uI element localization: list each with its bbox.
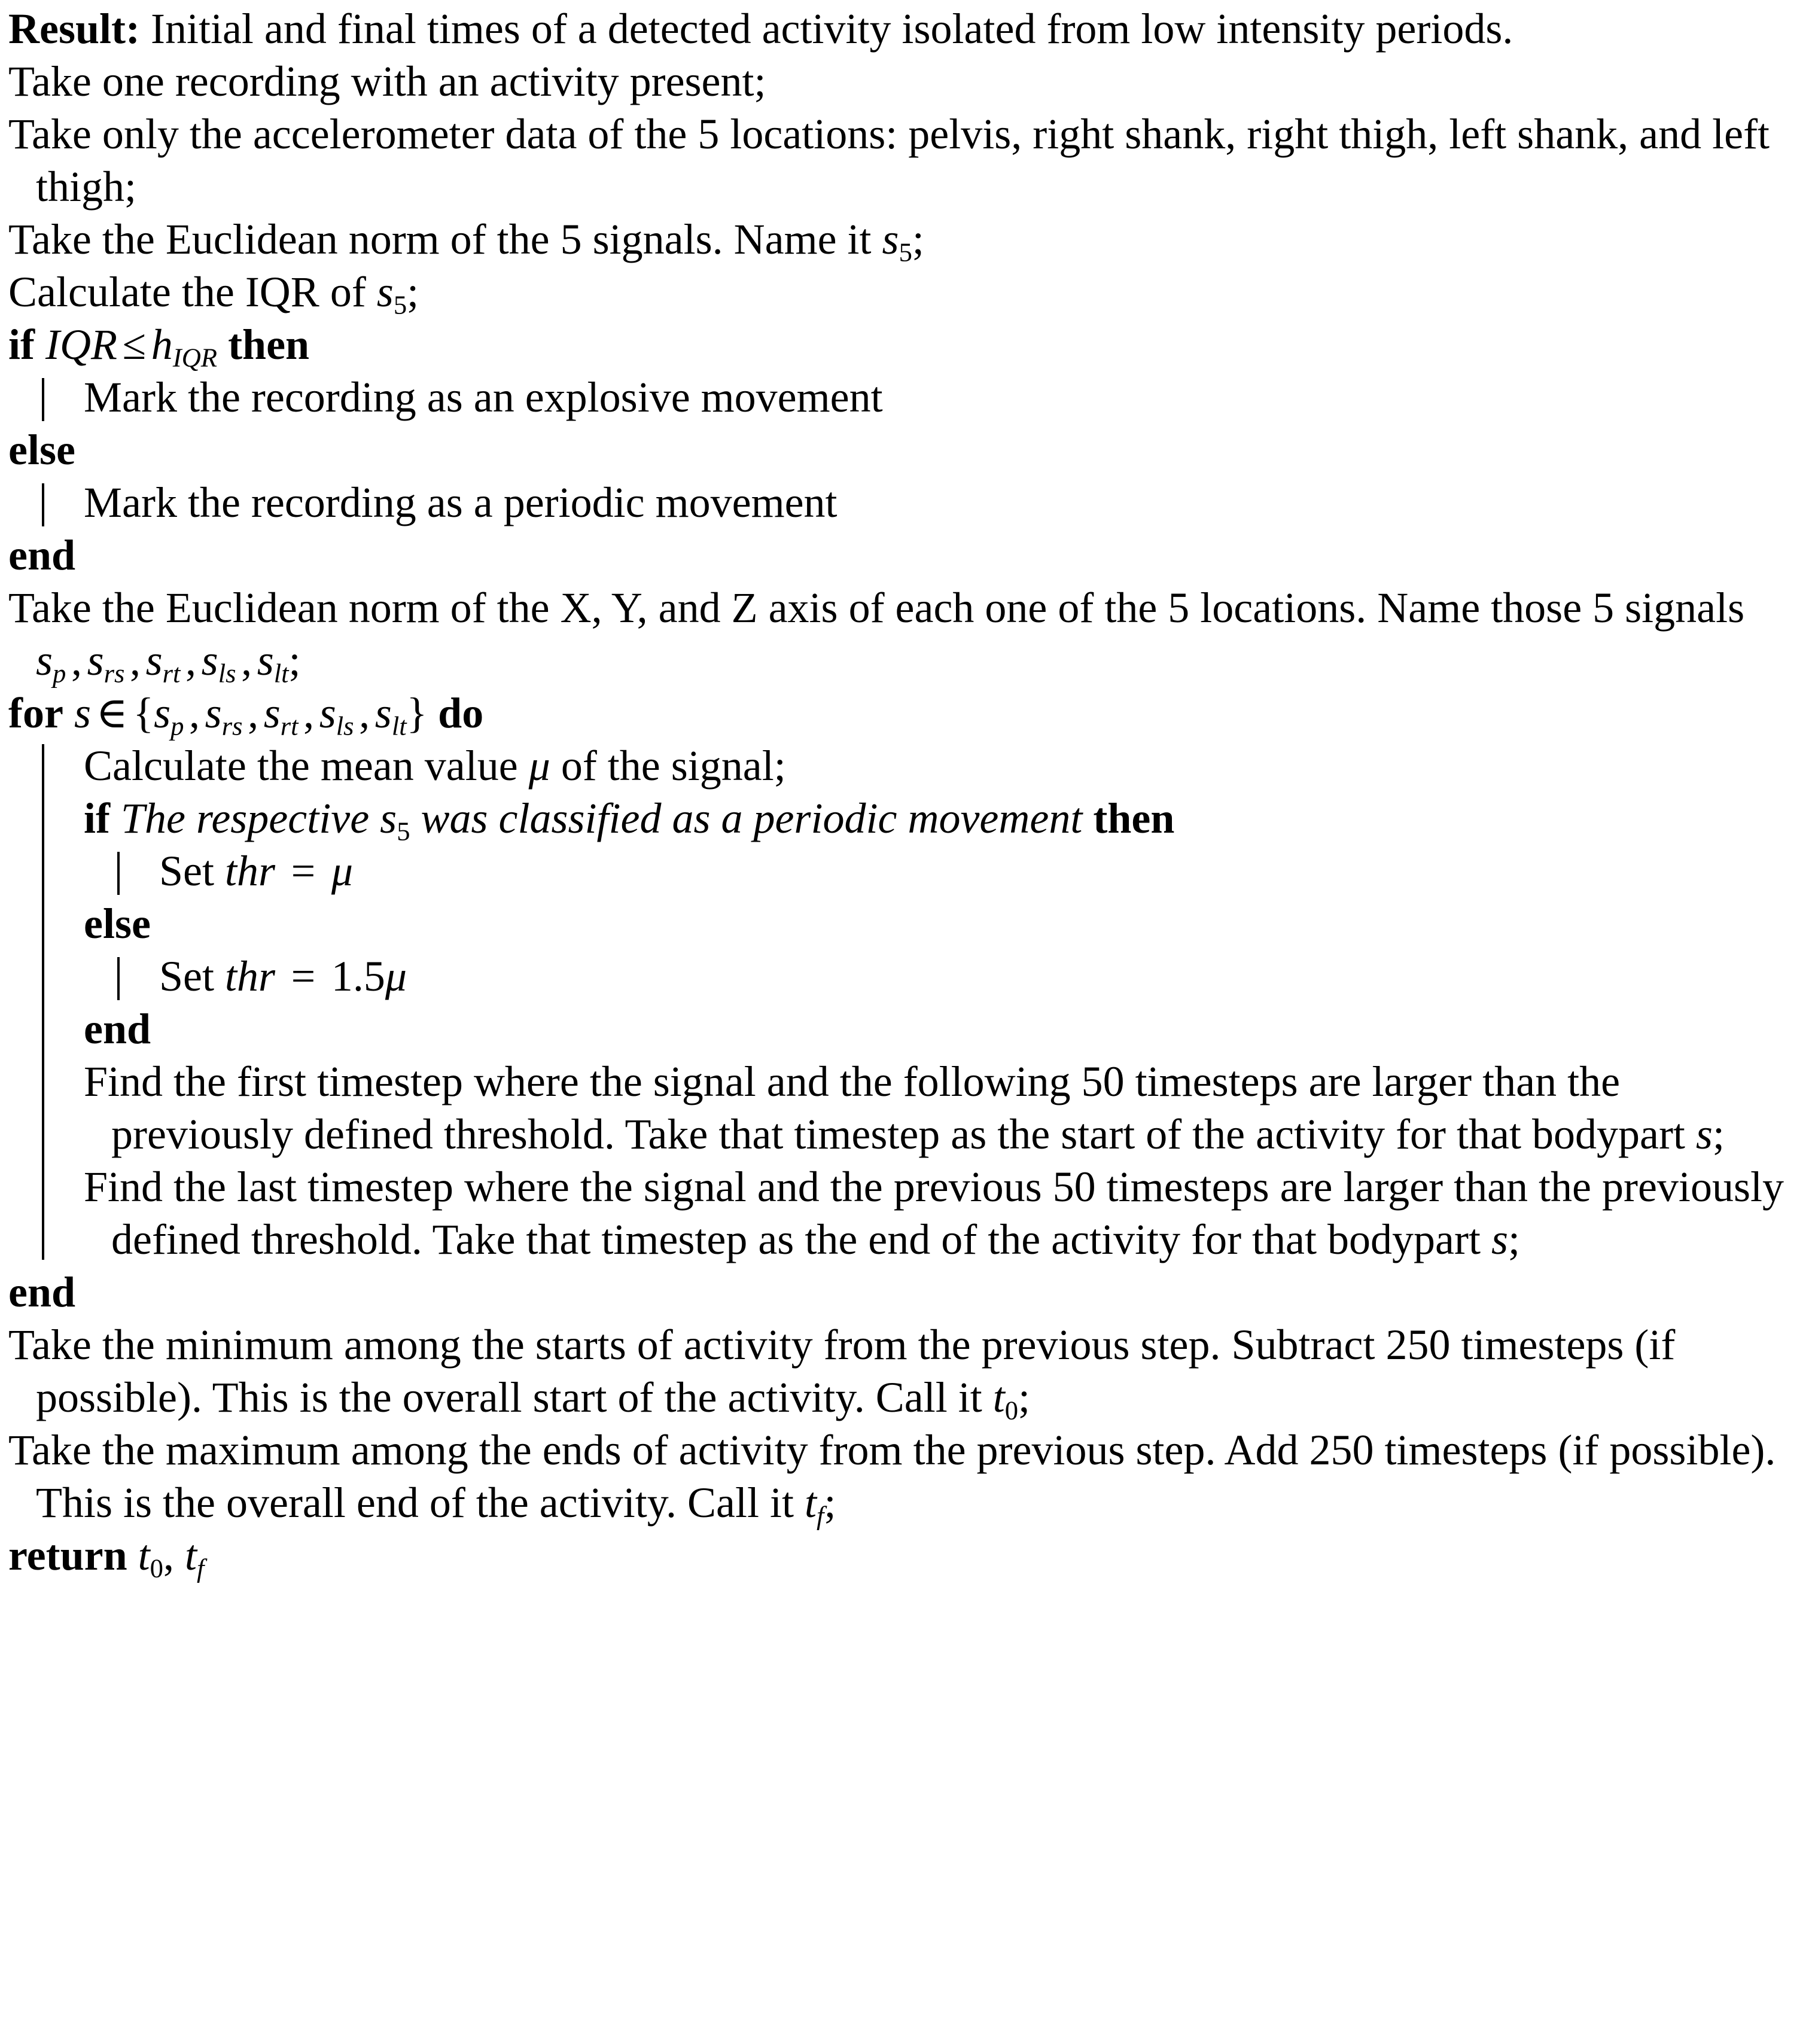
end-for-loop: [8, 1266, 1809, 1318]
symbol-t0: $t_0$: [992, 1373, 1019, 1425]
comma-set-3: ,: [303, 689, 315, 737]
symbol-s-ls: $s_{ls}$: [201, 636, 236, 689]
condition-iqr: IQR: [45, 321, 117, 368]
step-set-thr-1-5-mu: [8, 950, 1809, 1003]
step-take-minimum-terminator: ;: [1018, 1373, 1031, 1421]
symbol-s5-inner: $s_5$: [380, 794, 410, 846]
step-calculate-iqr-text: Calculate the IQR of: [8, 268, 377, 316]
result-label: Result:: [8, 5, 140, 53]
keyword-if-inner: if: [84, 794, 110, 842]
step-take-maximum-text: Take the maximum among the ends of activity from the previous step. Add 250 timesteps (if possible). This is the overall end of the activity. Call it: [8, 1426, 1776, 1527]
step-mark-explosive: [8, 371, 1809, 424]
for-loop-body: [8, 739, 1809, 1266]
comma-1: ,: [71, 636, 82, 684]
step-take-recording: [8, 55, 1809, 108]
end-if-inner: [8, 1003, 1809, 1055]
symbol-s-rs: $s_{rs}$: [87, 636, 125, 689]
for-loop-header: [8, 687, 1809, 739]
variable-thr: thr: [225, 847, 276, 895]
step-calculate-mean-text: Calculate the mean value: [84, 742, 529, 790]
indent-rule-icon: [42, 483, 44, 526]
set-thr-label: Set: [159, 847, 226, 895]
comma-set-2: ,: [248, 689, 259, 737]
signal-names-terminator: ;: [288, 636, 301, 684]
symbol-s-lt: $s_{lt}$: [257, 636, 289, 689]
if-iqr-condition-line: [8, 318, 1809, 371]
symbol-s-rs-set: $s_{rs}$: [205, 689, 243, 741]
step-take-maximum: [8, 1424, 1809, 1529]
indent-rule-icon: [117, 852, 120, 895]
keyword-for: for: [8, 689, 63, 737]
else-branch-outer: [8, 424, 1809, 476]
operator-less-equal: ≤: [122, 321, 147, 368]
step-calculate-mean-suffix: of the signal;: [550, 742, 786, 790]
symbol-s-lt-set: $s_{lt}$: [374, 689, 407, 741]
keyword-then: then: [228, 321, 310, 368]
step-take-recording-text: Take one recording with an activity present;: [8, 57, 766, 105]
step-euclidean-norm-5: [8, 213, 1809, 266]
set-thr-label-2: Set: [159, 952, 226, 1000]
symbol-s5-iqr: $s_5$: [376, 268, 407, 320]
step-calculate-mean: [8, 739, 1809, 792]
loop-variable-s: s: [74, 689, 91, 737]
return-separator: ,: [163, 1531, 185, 1579]
step-euclidean-norm-xyz: [8, 581, 1809, 687]
step-take-maximum-terminator: ;: [824, 1479, 836, 1527]
step-calculate-iqr-terminator: ;: [407, 268, 419, 316]
comma-set-1: ,: [189, 689, 200, 737]
inner-condition-suffix: was classified as a periodic movement: [410, 794, 1083, 842]
end-if-outer: [8, 529, 1809, 581]
step-find-last-terminator: ;: [1508, 1216, 1520, 1263]
comma-4: ,: [241, 636, 252, 684]
symbol-mu-value-2: μ: [385, 952, 407, 1000]
set-close-brace: }: [406, 689, 428, 737]
variable-s-first: s: [1695, 1110, 1713, 1158]
keyword-do: do: [438, 689, 484, 737]
step-find-first-timestep: [8, 1055, 1809, 1160]
keyword-end: end: [8, 531, 76, 579]
symbol-s-p: $s_p$: [36, 636, 66, 689]
step-set-thr-mu: [8, 845, 1809, 897]
step-take-minimum-text: Take the minimum among the starts of activity from the previous step. Subtract 250 timesteps (if possible). This is the overall start of the activity. Call it: [8, 1321, 1676, 1421]
symbol-s-ls-set: $s_{ls}$: [319, 689, 354, 741]
step-find-last-timestep-text: Find the last timestep where the signal and the previous 50 timesteps are larger than the previously defined threshold. Take that timestep as the end of the activity for that bodypart: [84, 1163, 1784, 1263]
symbol-s5: $s_5$: [882, 215, 912, 267]
symbol-tf: $t_f$: [805, 1479, 824, 1531]
comma-3: ,: [185, 636, 197, 684]
symbol-s-rt-set: $s_{rt}$: [263, 689, 299, 741]
indent-rule-icon: [117, 957, 120, 1000]
step-calculate-iqr: [8, 266, 1809, 318]
symbol-mu: μ: [528, 742, 550, 790]
symbol-s-rt: $s_{rt}$: [145, 636, 181, 689]
step-mark-periodic: [8, 476, 1809, 529]
keyword-return: return: [8, 1531, 127, 1579]
indent-rule-icon: [42, 378, 44, 421]
step-mark-periodic-text: Mark the recording as a periodic movement: [84, 479, 838, 526]
symbol-h-iqr: $h_{IQR}$: [151, 321, 218, 373]
value-1-5: 1.5: [331, 952, 385, 1000]
comma-2: ,: [129, 636, 141, 684]
step-take-minimum: [8, 1318, 1809, 1424]
step-find-last-timestep: [8, 1160, 1809, 1266]
keyword-end-for: end: [8, 1268, 76, 1316]
step-euclidean-norm-5-text: Take the Euclidean norm of the 5 signals. Name it: [8, 215, 882, 263]
step-mark-explosive-text: Mark the recording as an explosive movement: [84, 373, 883, 421]
operator-equals: =: [280, 847, 327, 895]
result-line: [8, 2, 1809, 55]
step-find-first-timestep-text: Find the first timestep where the signal and the following 50 timesteps are larger than the previously defined threshold. Take that timestep as the start of the activity for that bodypart: [84, 1058, 1696, 1158]
step-euclidean-norm-5-terminator: ;: [912, 215, 924, 263]
symbol-t0-return: $t_0$: [138, 1531, 163, 1583]
return-statement: [8, 1529, 1809, 1582]
variable-s-last: s: [1491, 1216, 1508, 1263]
step-take-accelerometer-text: Take only the accelerometer data of the 5 locations: pelvis, right shank, right thigh, left shank, and left thigh;: [8, 110, 1770, 211]
else-branch-inner: [8, 897, 1809, 950]
inner-if-condition-line: [8, 792, 1809, 845]
step-take-accelerometer: [8, 108, 1809, 213]
keyword-else: else: [8, 426, 75, 474]
step-find-first-terminator: ;: [1712, 1110, 1725, 1158]
comma-set-4: ,: [359, 689, 370, 737]
symbol-mu-value: μ: [331, 847, 354, 895]
inner-condition-prefix: The respective: [120, 794, 380, 842]
symbol-tf-return: $t_f$: [184, 1531, 205, 1583]
keyword-then-inner: then: [1093, 794, 1175, 842]
set-open-brace: {: [133, 689, 154, 737]
operator-element-of: ∈: [96, 689, 128, 737]
result-text: Initial and final times of a detected activity isolated from low intensity periods.: [150, 5, 1513, 53]
step-euclidean-norm-xyz-text: Take the Euclidean norm of the X, Y, and Z axis of each one of the 5 locations. Name those 5 signals: [8, 584, 1745, 632]
operator-equals-2: =: [280, 952, 327, 1000]
symbol-s-p-set: $s_p$: [154, 689, 184, 741]
keyword-end-inner: end: [84, 1005, 151, 1053]
keyword-else-inner: else: [84, 900, 151, 948]
variable-thr-2: thr: [225, 952, 276, 1000]
keyword-if: if: [8, 321, 35, 368]
